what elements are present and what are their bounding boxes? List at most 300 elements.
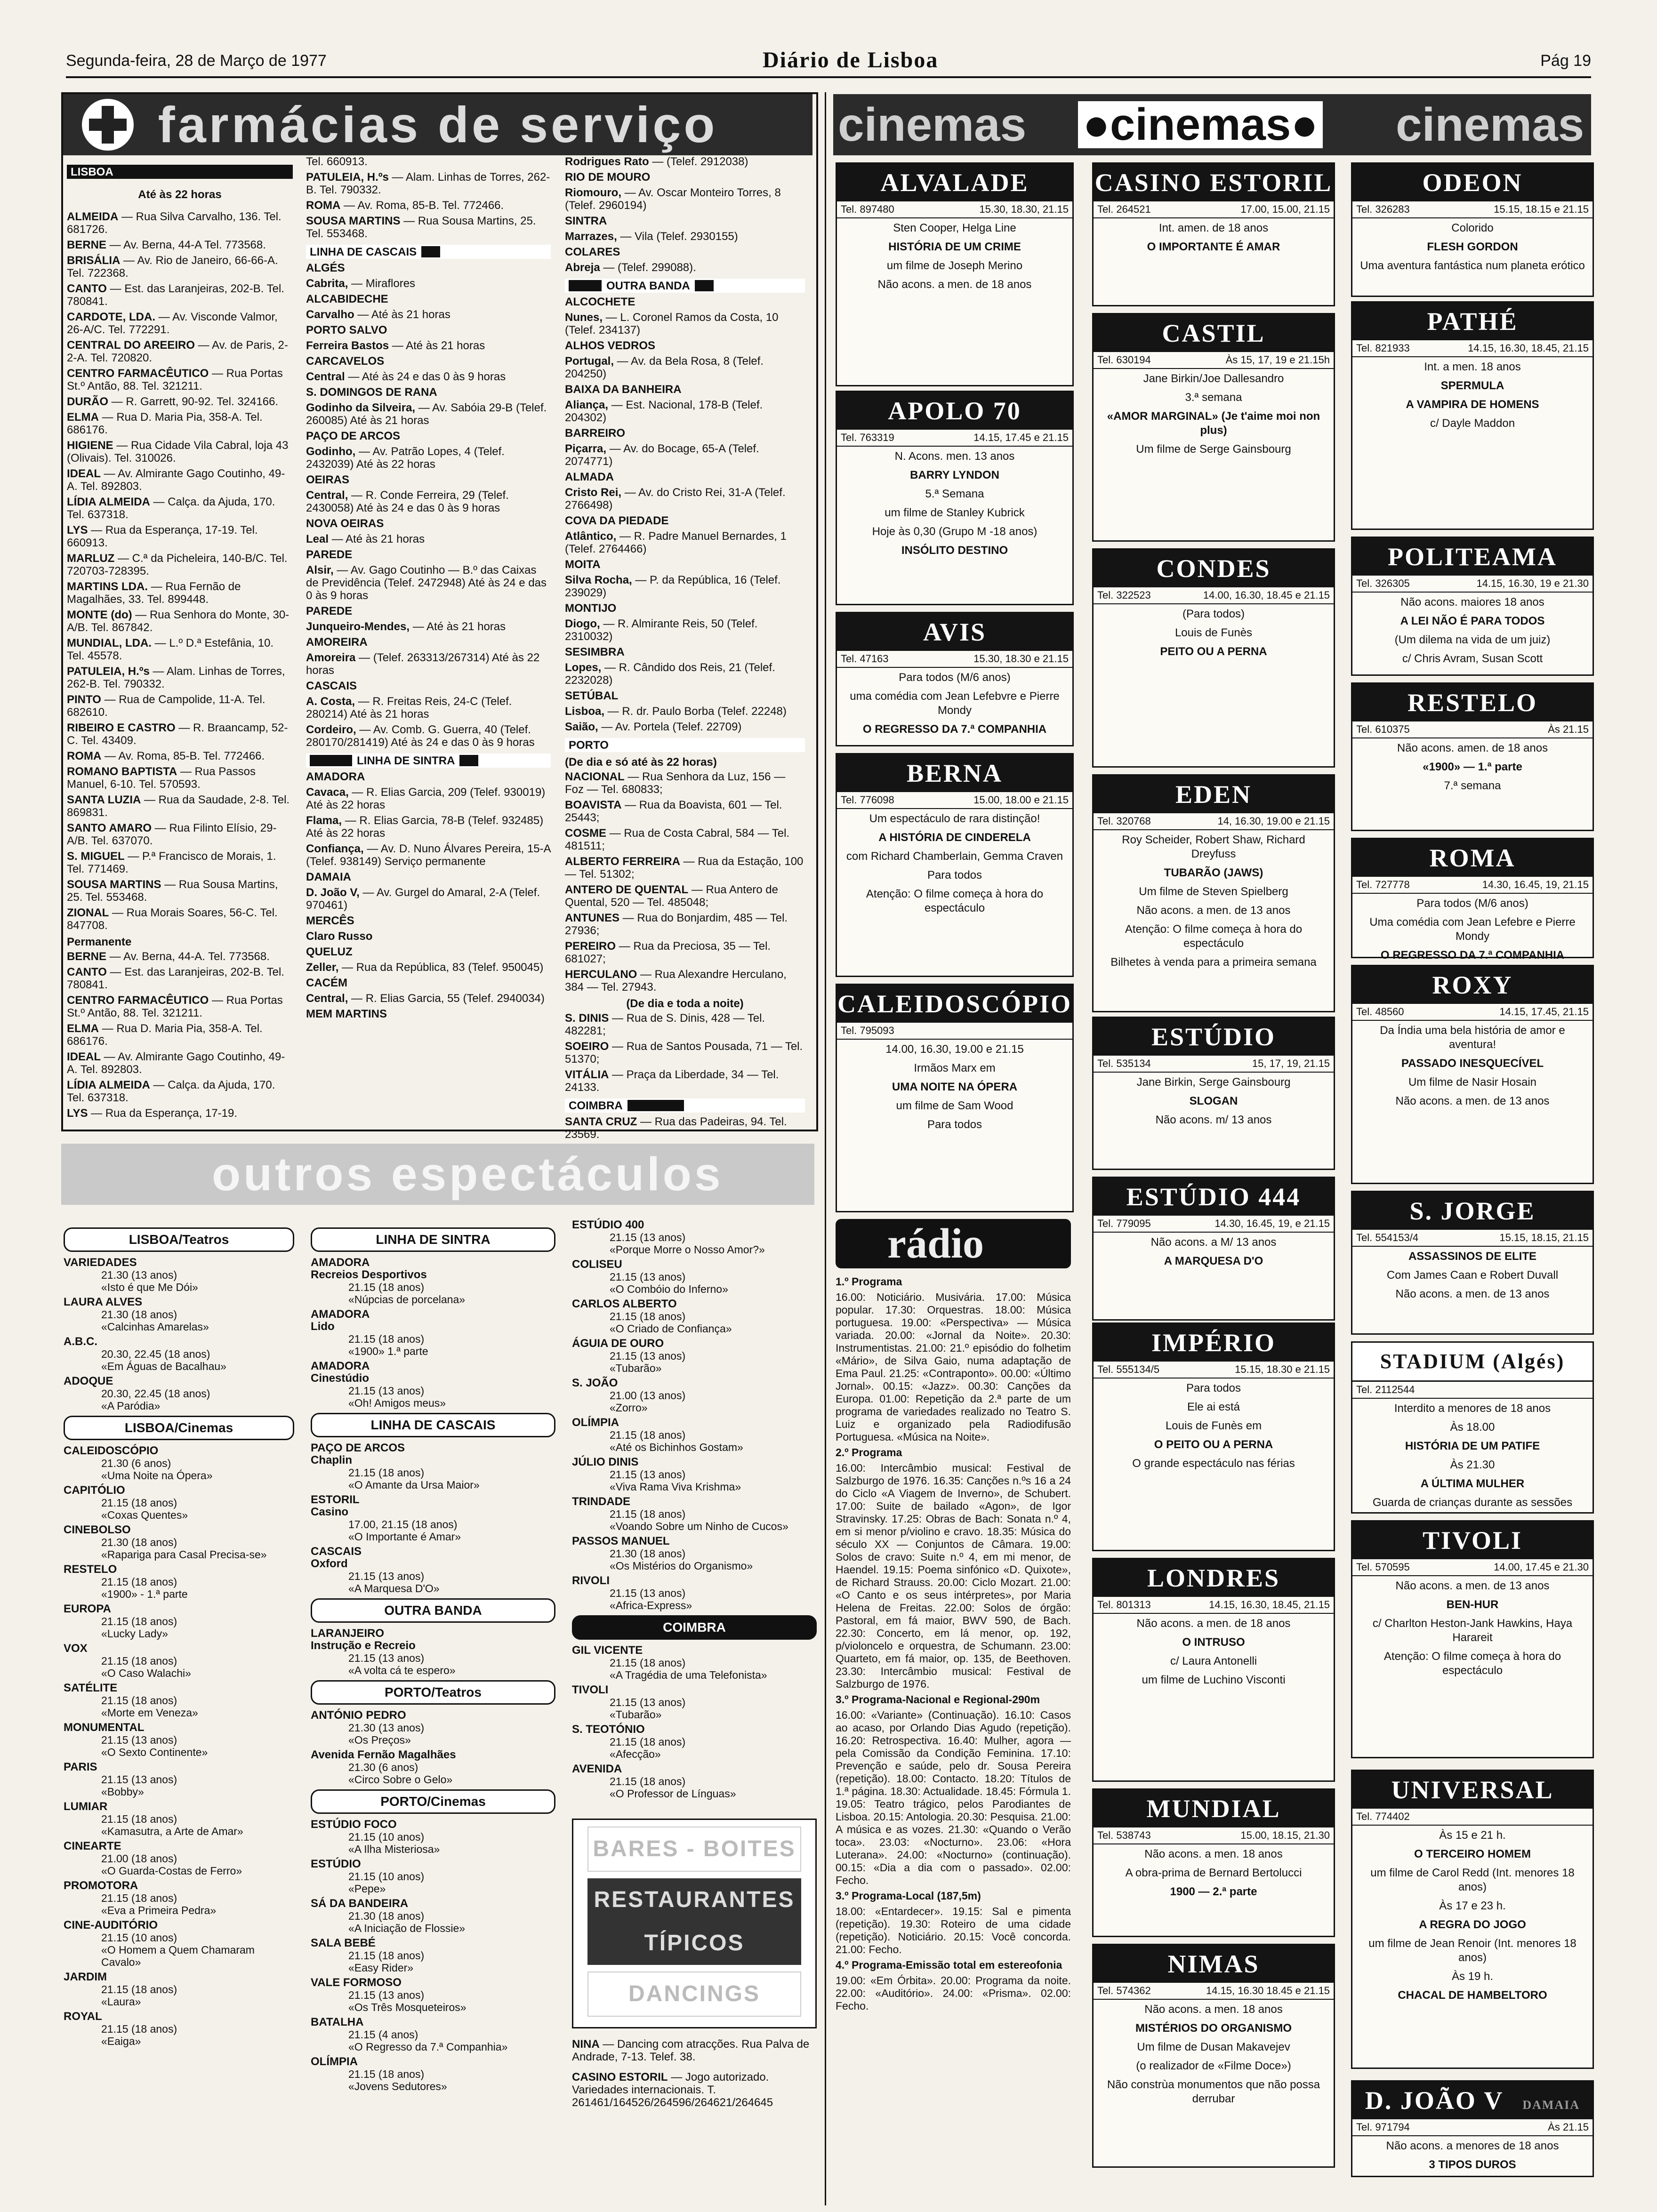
pharmacy-address: — Est. Nacional, 178-B (Telef. 204302) xyxy=(565,399,763,424)
cinema-tel-row xyxy=(1094,1362,1334,1378)
show-listing xyxy=(64,1445,294,1482)
cinema-phone: Tel. 538743 xyxy=(1097,1829,1151,1841)
pharmacy-entry xyxy=(565,855,805,881)
show-line: «O Homem a Quem Chamaram Cavalo» xyxy=(101,1944,255,1968)
pharmacy-name: SOEIRO xyxy=(565,1040,609,1053)
pharmacy-entry xyxy=(306,786,551,811)
cinema-body xyxy=(1352,218,1593,281)
pharmacy-entry xyxy=(306,430,551,442)
pharmacy-address: — R. Elias Garcia, 55 (Telef. 2940034) xyxy=(348,992,545,1005)
show-listing xyxy=(311,1898,555,1934)
pharmacy-name: PAREDE xyxy=(306,605,353,617)
cinema-phone: Tel. 727778 xyxy=(1356,879,1410,890)
pharmacy-address: — Miraflores xyxy=(348,277,416,290)
pharmacy-address: — R. Garrett, 90-92. Tel. 324166. xyxy=(108,395,279,408)
show-line: «1900» 1.ª parte xyxy=(348,1345,428,1357)
pharmacy-entry xyxy=(67,439,293,465)
cinema-info-line: c/ Charlton Heston-Jank Hawkins, Haya Harareit xyxy=(1372,1617,1573,1644)
outros-col-2 xyxy=(311,1224,555,2207)
cinema-info-line: Às 18.00 xyxy=(1450,1421,1495,1434)
cinema-box xyxy=(1092,1788,1335,1937)
pharmacy-entry xyxy=(67,950,293,963)
pharmacy-address: — C.ª da Picheleira, 140-B/C. Tel. 720703-728395. xyxy=(67,552,288,577)
pharmacy-name: CENTRO FARMACÊUTICO xyxy=(67,367,209,380)
venue-name: ESTORIL xyxy=(311,1493,360,1506)
cinema-body xyxy=(1352,1826,1593,2010)
cinema-info-line: Um filme de Nasir Hosain xyxy=(1408,1076,1537,1089)
cinema-times: 15.30, 18.30 e 21.15 xyxy=(973,653,1069,665)
pharmacy-permanent-list xyxy=(67,950,293,1120)
pharmacy-address: — Av. Patrão Lopes, 4 (Telef. 2432039) Até às 22 horas xyxy=(306,445,505,471)
cinema-name: ESTÚDIO xyxy=(1094,1018,1334,1056)
pharmacy-address: — Rua da Preciosa, 35 — Tel. 681027; xyxy=(565,940,771,965)
show-line: 21.15 (18 anos) xyxy=(348,1949,425,1962)
outros-col-1 xyxy=(64,1224,294,2207)
porto-teatros-list xyxy=(311,1709,555,1786)
show-line: 21.30 (18 anos) xyxy=(101,1536,177,1548)
cinema-tel-row xyxy=(1352,1230,1593,1247)
cinema-info-line: (Para todos) xyxy=(1182,608,1245,620)
venue-name: AMADORA xyxy=(311,1360,370,1372)
cinema-name: APOLO 70 xyxy=(837,392,1072,430)
venue-name: BATALHA xyxy=(311,2016,364,2028)
cinema-name: RESTELO xyxy=(1352,684,1593,721)
venue-name: LARANJEIRO xyxy=(311,1627,385,1640)
pharmacy-address: — Rua da Esperança, 17-19. Tel. 660913. xyxy=(67,524,258,549)
cinema-body xyxy=(1094,369,1334,464)
pharmacy-entry xyxy=(306,930,551,943)
pharmacy-entry xyxy=(306,564,551,602)
pharmacy-porto-night-list xyxy=(565,1012,805,1094)
pharmacy-name: Godinho da Silveira, xyxy=(306,401,416,414)
cinema-info-line: Um filme de Serge Gainsbourg xyxy=(1136,443,1291,456)
pharmacy-address: — (Telef. 2912038) xyxy=(649,155,748,168)
cinema-info-line: Para todos (M/6 anos) xyxy=(899,671,1011,684)
cinema-info-line: Às 15 e 21 h. xyxy=(1439,1829,1506,1842)
pharmacy-entry xyxy=(306,324,551,337)
cinema-times: 15.15, 18.30 e 21.15 xyxy=(1235,1363,1330,1375)
cinema-body xyxy=(1352,1247,1593,1309)
pharmacy-name: CACÉM xyxy=(306,977,347,989)
pharmacy-name: ALMEIDA xyxy=(67,210,119,223)
venue-name: CASCAIS xyxy=(311,1545,362,1558)
cinema-body xyxy=(1352,1576,1593,1685)
show-line: 21.15 (13 anos) xyxy=(101,1734,177,1746)
radio-program-body: 16.00: Noticiário. Musivária. 17.00: Música popular. 17.30: Orquestras. 18.00: Música portuguesa. 19.00: «Perspectiva» — Música variada. 20.00: «Jornal da Noite». 20.30: Instrumentistas. 21.00: 21.º episódio do folhetim «Mário», de Silva Gaio, numa adaptação de Ema Paul. 21.25: «Contraponto». 00.00: «Último Jornal». 00.15: «Jazz». 00.30: Canções da Europa. 01.00: Repetição da 2.ª parte de um programa de variedades realizado no Teatro S. Luiz e organizado pela Radiodifusão Portuguesa. «Música na Noite». xyxy=(836,1291,1071,1443)
show-line: 21.15 (13 anos) xyxy=(610,1231,686,1243)
cinema-times: 15.15, 18.15, 21.15 xyxy=(1499,1232,1589,1243)
venue-name: A.B.C. xyxy=(64,1335,97,1348)
pharmacy-address: — Av. Berna, 44-A. Tel. 773568. xyxy=(106,950,270,963)
show-listing xyxy=(311,1937,555,1974)
cinema-phone: Tel. 535134 xyxy=(1097,1058,1151,1069)
cinema-body xyxy=(1352,593,1593,673)
show-line: 21.15 (18 anos) xyxy=(101,2023,177,2035)
cinema-box xyxy=(836,162,1074,386)
pharmacy-entry xyxy=(565,246,805,258)
show-line: «A Tragédia de uma Telefonista» xyxy=(610,1669,767,1681)
cinema-tel-row xyxy=(1352,877,1593,894)
cinema-info-line: Não acons. a menores de 18 anos xyxy=(1386,2140,1559,2152)
cinema-tel-row xyxy=(1352,201,1593,218)
cinema-name: D. JOÃO V DAMAIA xyxy=(1352,2082,1593,2119)
cinema-tel-row xyxy=(1352,1382,1593,1399)
porto-note-2: (De dia e toda a noite) xyxy=(626,997,744,1010)
sintra-list xyxy=(311,1257,555,1409)
cinema-times: 14.15, 16.30, 18.45, 21.15 xyxy=(1209,1599,1330,1611)
pharmacies-col-2 xyxy=(306,155,551,1125)
cinema-name: NIMAS xyxy=(1094,1945,1334,1983)
cinema-name: CASTIL xyxy=(1094,314,1334,352)
porto-note: (De dia e só até às 22 horas) xyxy=(565,756,717,769)
pharmacy-sintra-list xyxy=(306,770,551,1020)
venue-name: JARDIM xyxy=(64,1971,107,1983)
cinema-info-line: c/ Laura Antonelli xyxy=(1170,1655,1257,1667)
pharmacy-name: Flama, xyxy=(306,814,342,827)
venue-name: Avenida Fernão Magalhães xyxy=(311,1748,456,1761)
cinema-info-line: Roy Scheider, Robert Shaw, Richard Dreyfuss xyxy=(1122,834,1305,860)
pharmacy-address: — Praça da Liberdade, 34 — Tel. 24133. xyxy=(565,1068,779,1094)
film-title: O REGRESSO DA 7.ª COMPANHIA xyxy=(862,723,1047,736)
show-line: 21.15 (18 anos) xyxy=(101,1497,177,1509)
cinema-phone: Tel. 326305 xyxy=(1356,577,1410,589)
venue-name: ROYAL xyxy=(64,2010,102,2023)
venue-name: ADOQUE xyxy=(64,1375,113,1387)
pharmacy-address: — Rua Sousa Martins, 25. Tel. 553468. xyxy=(67,878,278,904)
pharmacy-address: — R. Almirante Reis, 50 (Telef. 2310032) xyxy=(565,617,758,643)
pharmacy-name: Carvalho xyxy=(306,308,354,321)
pharmacy-entry xyxy=(67,793,293,819)
film-title: «1900» — 1.ª parte xyxy=(1423,761,1522,773)
venue-name: PAÇO DE ARCOS xyxy=(311,1442,405,1454)
venue-name: MONUMENTAL xyxy=(64,1721,145,1734)
pharmacy-entry xyxy=(565,617,805,643)
cinema-name: UNIVERSAL xyxy=(1352,1771,1593,1809)
pharmacy-address: — Alam. Linhas de Torres, 262-B. Tel. 790332. xyxy=(306,171,550,196)
film-title: A ÚLTIMA MULHER xyxy=(1420,1477,1525,1490)
cinema-times: 15.15, 18.15 e 21.15 xyxy=(1494,203,1589,215)
pharmacy-entry xyxy=(306,977,551,989)
cinema-info-line: (o realizador de «Filme Doce») xyxy=(1136,2060,1291,2072)
pharmacy-address: — Av. Berna, 44-A Tel. 773568. xyxy=(106,239,266,251)
cinema-name: CASINO ESTORIL xyxy=(1094,164,1334,201)
show-line: «Jovens Sedutores» xyxy=(348,2080,447,2092)
cinema-info-line: Ele ai está xyxy=(1187,1401,1240,1413)
cinema-info-line: um filme de Joseph Merino xyxy=(886,259,1023,272)
pharmacies-col-3 xyxy=(565,155,805,1141)
pharmacy-name: Aliança, xyxy=(565,399,609,411)
show-listing xyxy=(64,1682,294,1719)
film-title: O INTRUSO xyxy=(1182,1636,1245,1649)
pharmacy-name: CASCAIS xyxy=(306,680,357,692)
pharmacy-entry xyxy=(565,912,805,937)
cinema-box xyxy=(836,612,1074,746)
pharmacy-entry xyxy=(565,486,805,512)
cinema-body xyxy=(837,1040,1072,1139)
cinema-info-line: Não acons. a men. de 18 anos xyxy=(1136,1617,1291,1630)
pharmacy-address: — L. Coronel Ramos da Costa, 10 (Telef. 234137) xyxy=(565,311,779,337)
lisboa-header: LISBOA xyxy=(67,165,293,179)
cinema-phone: Tel. 971794 xyxy=(1356,2121,1410,2133)
pharmacy-entry xyxy=(306,680,551,692)
cinema-phone: Tel. 48560 xyxy=(1356,1006,1404,1018)
cinema-phone: Tel. 821933 xyxy=(1356,342,1410,354)
pharmacy-name: MEM MARTINS xyxy=(306,1008,387,1020)
show-listing xyxy=(64,1971,294,2008)
pharmacy-entry xyxy=(306,1008,551,1020)
pharmacy-name: Atlântico, xyxy=(565,530,617,543)
radio-program-name: 4.º Programa-Emissão total em estereofonia xyxy=(836,1959,1062,1971)
pharmacy-address: — Av. de Paris, 2-2-A. Tel. 720820. xyxy=(67,339,288,364)
show-line: 21.15 (18 anos) xyxy=(101,1892,177,1904)
pharmacy-address: — P.ª Francisco de Morais, 1. Tel. 771469. xyxy=(67,850,276,875)
pharmacy-entry xyxy=(67,665,293,690)
cinema-tel-row xyxy=(1094,813,1334,830)
film-title: O PEITO OU A PERNA xyxy=(1154,1438,1273,1451)
cinema-info-line: Não constrùa monumentos que não possa derrubar xyxy=(1107,2078,1320,2105)
show-line: 21.15 (18 anos) xyxy=(101,1576,177,1588)
cinema-tel-row xyxy=(837,1023,1072,1040)
pharmacy-entry xyxy=(565,721,805,733)
film-title: 1900 — 2.ª parte xyxy=(1170,1885,1257,1898)
cinema-name: STADIUM (Algés) xyxy=(1352,1343,1593,1382)
show-listing xyxy=(64,1761,294,1798)
cinema-body xyxy=(1094,1844,1334,1907)
pharmacy-name: PINTO xyxy=(67,693,101,706)
cinema-info-line: Não acons. a men. de 13 anos xyxy=(1395,1288,1550,1300)
cinema-name: S. JORGE xyxy=(1352,1192,1593,1230)
pharmacy-address: — R. Elias Garcia, 78-B (Telef. 932485) Até às 22 horas xyxy=(306,814,544,840)
show-line: 21.00 (13 anos) xyxy=(610,1389,686,1402)
pharmacy-entry xyxy=(306,695,551,721)
venue-name: CARLOS ALBERTO xyxy=(572,1298,677,1310)
show-listing xyxy=(64,2011,294,2047)
column-divider xyxy=(825,92,826,2205)
cinema-name: ESTÚDIO 444 xyxy=(1094,1178,1334,1216)
pharmacy-entry xyxy=(306,308,551,321)
show-line: «Voando Sobre um Ninho de Cucos» xyxy=(610,1520,788,1532)
pharmacy-name: Godinho, xyxy=(306,445,356,458)
pharmacy-address: — R. Freitas Reis, 24-C (Telef. 280214) Até às 21 horas xyxy=(306,695,512,721)
show-line: 21.15 (18 anos) xyxy=(101,1615,177,1627)
cinema-tel-row xyxy=(1352,576,1593,593)
show-line: «Lucky Lady» xyxy=(101,1627,168,1640)
pharmacy-name: Ferreira Bastos xyxy=(306,339,389,352)
pharmacy-entry xyxy=(565,968,805,994)
pharmacy-name: CANTO xyxy=(67,282,107,295)
venue-name: SATÉLITE xyxy=(64,1682,118,1694)
show-line: «1900» - 1.ª parte xyxy=(101,1588,188,1600)
pharmacy-entry xyxy=(306,489,551,514)
pharmacy-name: ALCABIDECHE xyxy=(306,293,388,305)
show-line: «Rapariga para Casal Precisa-se» xyxy=(101,1548,267,1561)
cinema-box xyxy=(1351,1341,1594,1514)
pharmacy-entry xyxy=(67,254,293,280)
show-listing xyxy=(572,1298,817,1335)
cinema-times: 14.15, 16.30 18.45 e 21.15 xyxy=(1206,1985,1330,1996)
pharmacy-entry xyxy=(67,1107,293,1120)
cinemas-banner xyxy=(833,94,1591,155)
show-line: «Laura» xyxy=(101,1996,141,2008)
cinema-body xyxy=(1094,1233,1334,1276)
pharmacy-address: — Até às 21 horas xyxy=(329,533,425,545)
cinema-info-line: Louis de Funès xyxy=(1174,626,1253,639)
pharmacy-entry xyxy=(67,311,293,336)
venue-name: CALEIDOSCÓPIO xyxy=(64,1444,159,1457)
coimbra-header: COIMBRA xyxy=(565,1098,805,1113)
outra-banda-header: OUTRA BANDA xyxy=(311,1598,555,1623)
pharmacy-name: AMADORA xyxy=(306,770,365,783)
film-title: CHACAL DE HAMBELTORO xyxy=(1398,1989,1547,2002)
pharmacy-name: ANTUNES xyxy=(565,912,620,924)
cinema-tel-row xyxy=(1094,1827,1334,1844)
cinema-tel-row xyxy=(1352,1559,1593,1576)
pharmacy-name: Cristo Rei, xyxy=(565,486,622,499)
radio-program-text xyxy=(836,1905,1071,1956)
pharmacy-entry xyxy=(565,705,805,718)
lisboa-cinemas-list xyxy=(64,1445,294,2047)
cinema-tel-row xyxy=(1094,587,1334,604)
cinema-tel-row xyxy=(1352,2119,1593,2136)
pharmacy-entry xyxy=(306,914,551,927)
pharmacy-address: — Rua Portas St.º Antão, 88. Tel. 321211. xyxy=(67,994,283,1019)
pharmacy-name: BERNE xyxy=(67,239,107,251)
pharmacy-address: — Rua Morais Soares, 56-C. Tel. 847708. xyxy=(67,906,278,932)
cinema-times: 15, 17, 19, 21.15 xyxy=(1252,1058,1330,1069)
cinema-info-line: Hoje às 0,30 (Grupo M -18 anos) xyxy=(872,525,1038,538)
show-listing xyxy=(572,1575,817,1611)
ad-bars: BARES - BOITES xyxy=(587,1827,801,1872)
cinema-tel-row xyxy=(1352,340,1593,357)
show-listing xyxy=(64,1563,294,1600)
radio-title: rádio xyxy=(887,1220,984,1267)
pharmacy-address: — Rua da Esperança, 17-19. xyxy=(88,1107,238,1120)
cinema-box xyxy=(1351,1191,1594,1335)
sintra-header: LINHA DE SINTRA xyxy=(311,1227,555,1252)
pharmacy-address: — Até às 24 e das 0 às 9 horas xyxy=(345,370,506,383)
pharmacy-name: ZIONAL xyxy=(67,906,109,919)
venue-name: SALA BEBÉ xyxy=(311,1937,376,1949)
venue-name: VARIEDADES xyxy=(64,1256,137,1269)
pharmacy-address: — Av. Visconde Valmor, 26-A/C. Tel. 772291. xyxy=(67,311,278,336)
radio-program-body: 18.00: «Entardecer». 19.15: Sal e pimenta (repetição). 19.30: Roteiro de uma cidade (repetição). Noticiário. 20.15: Você concorda. 21.00: Fecho. xyxy=(836,1905,1071,1956)
show-line: «O Caso Walachi» xyxy=(101,1667,191,1679)
pharmacy-name: Nunes, xyxy=(565,311,603,324)
venue-name: GIL VICENTE xyxy=(572,1644,643,1657)
show-line: 20.30, 22.45 (18 anos) xyxy=(101,1348,210,1360)
pharmacy-address: — R. Braancamp, 52-C. Tel. 43409. xyxy=(67,721,288,747)
pharmacy-address: — (Telef. 263313/267314) Até às 22 horas xyxy=(306,651,540,677)
cinema-box xyxy=(1351,537,1594,676)
pharmacy-address: — Rua Portas St.º Antão, 88. Tel. 321211. xyxy=(67,367,283,393)
pharmacy-name: Leal xyxy=(306,533,329,545)
pharmacy-name: DAMAIA xyxy=(306,871,351,883)
cascais-list xyxy=(311,1442,555,1595)
radio-program-name: 2.º Programa xyxy=(836,1446,902,1459)
film-title: BEN-HUR xyxy=(1446,1598,1499,1611)
film-title: SPERMULA xyxy=(1440,379,1504,392)
film-title: MISTÉRIOS DO ORGANISMO xyxy=(1135,2022,1292,2035)
pharmacy-entry xyxy=(306,517,551,530)
pharmacy-entry xyxy=(67,339,293,364)
show-line: 21.15 (13 anos) xyxy=(610,1468,686,1481)
radio-schedule xyxy=(836,1275,1071,2205)
venue-name: ESTÚDIO FOCO xyxy=(311,1818,397,1831)
pharmacy-entry xyxy=(306,651,551,677)
pharmacy-entry xyxy=(67,552,293,577)
film-title: PEITO OU A PERNA xyxy=(1160,645,1267,658)
pharmacy-entry xyxy=(565,311,805,337)
show-line: 21.15 (18 anos) xyxy=(610,1775,686,1787)
pharmacy-entry xyxy=(306,199,551,212)
pharmacy-entry xyxy=(565,661,805,687)
porto-cinemas-header: PORTO/Cinemas xyxy=(311,1789,555,1814)
cinema-name: BERNA xyxy=(837,754,1072,792)
cinema-phone: Tel. 610375 xyxy=(1356,723,1410,735)
cinema-body xyxy=(1352,738,1593,801)
pharmacy-name: SOUSA MARTINS xyxy=(306,215,401,227)
venue-name: ESTÚDIO 400 xyxy=(572,1218,644,1231)
show-line: 21.15 (18 anos) xyxy=(101,1655,177,1667)
cinema-phone: Tel. 554153/4 xyxy=(1356,1232,1419,1243)
venue-name: OLÍMPIA xyxy=(311,2055,358,2068)
show-line: 21.15 (10 anos) xyxy=(101,1931,177,1944)
pharmacy-entry xyxy=(67,750,293,762)
pharmacy-name: Lopes, xyxy=(565,661,602,674)
pharmacy-address: — Av. do Cristo Rei, 31-A (Telef. 2766498) xyxy=(565,486,786,512)
pharmacy-name: Silva Rocha, xyxy=(565,574,632,586)
show-line: «A volta cá te espero» xyxy=(348,1664,456,1676)
pharmacy-name: D. João V, xyxy=(306,886,360,899)
cinema-phone: Tel. 795093 xyxy=(841,1025,894,1036)
pharmacy-entry xyxy=(306,871,551,883)
pharmacy-address: — Av. Gurgel do Amaral, 2-A (Telef. 970461) xyxy=(306,886,540,912)
show-line: «Pepe» xyxy=(348,1883,386,1895)
pharmacy-address: — Até às 21 horas xyxy=(410,620,506,633)
pharmacy-name: Riomouro, xyxy=(565,186,621,199)
pharmacy-name: Cavaca, xyxy=(306,786,349,799)
pharmacy-address: — Av. Comb. G. Guerra, 40 (Telef. 280170/281419) Até às 24 e das 0 às 9 horas xyxy=(306,723,535,749)
cinema-info-line: Não acons. a men. de 13 anos xyxy=(1395,1579,1550,1592)
film-title: INSÓLITO DESTINO xyxy=(901,544,1008,557)
pharmacy-entry xyxy=(67,850,293,875)
show-line: 21.15 (18 anos) xyxy=(610,1508,686,1520)
pharmacy-address: — Av. Sabóia 29-B (Telef. 260085) Até às 21 horas xyxy=(306,401,547,427)
venue-name: ESTÚDIO xyxy=(311,1858,361,1870)
venue-name: SÁ DA BANDEIRA xyxy=(311,1897,409,1910)
venue-sub: Casino xyxy=(311,1506,349,1518)
cinema-box xyxy=(1351,682,1594,831)
pharmacy-name: S. DINIS xyxy=(565,1012,609,1025)
cinema-times: Às 21.15 xyxy=(1548,2121,1589,2133)
pharmacy-name: ELMA xyxy=(67,411,99,424)
cinema-body xyxy=(1094,1073,1334,1135)
pharmacy-entry xyxy=(565,471,805,483)
pharmacy-address: — Av. do Bocage, 65-A (Telef. 2074771) xyxy=(565,442,759,468)
pharmacy-name: Claro Russo xyxy=(306,930,373,943)
cinema-info-line: Não acons. maiores 18 anos xyxy=(1400,596,1544,609)
pharmacy-address: — Rua Antero de Quental, 520 — Tel. 485048; xyxy=(565,883,778,909)
cinema-tel-row xyxy=(837,201,1072,218)
show-line: «Coxas Quentes» xyxy=(101,1509,188,1521)
pharmacy-name: Abreja xyxy=(565,261,600,274)
cinema-info-line: Às 19 h. xyxy=(1451,1970,1494,1983)
cinema-times: 14.30, 16.45, 19, 21.15 xyxy=(1482,879,1589,890)
cinema-info-line: (Um dilema na vida de um juiz) xyxy=(1394,633,1551,646)
pharmacy-entry xyxy=(565,186,805,212)
cinema-box xyxy=(1351,1520,1594,1758)
show-line: 21.15 (13 anos) xyxy=(610,1271,686,1283)
